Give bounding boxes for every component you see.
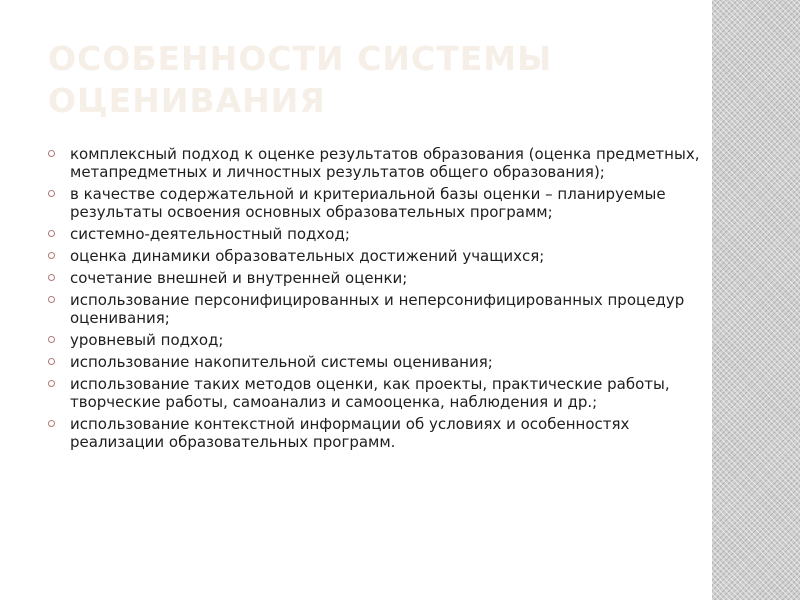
list-item-text: использование контекстной информации об условиях и особенностях реализации образовательных программ.: [70, 415, 630, 451]
list-item-text: использование накопительной системы оценивания;: [70, 353, 493, 371]
list-item-text: оценка динамики образовательных достижений учащихся;: [70, 247, 545, 265]
list-item-text: сочетание внешней и внутренней оценки;: [70, 269, 408, 287]
list-item: [46, 353, 706, 371]
slide-title: ОСОБЕННОСТИ СИСТЕМЫ ОЦЕНИВАНИЯ: [48, 39, 553, 120]
list-item: [46, 291, 706, 327]
list-item-text: системно-деятельностный подход;: [70, 225, 350, 243]
circle-bullet-icon: [48, 230, 55, 237]
circle-bullet-icon: [48, 252, 55, 259]
list-item: [46, 247, 706, 265]
circle-bullet-icon: [48, 274, 55, 281]
list-item-text: уровневый подход;: [70, 331, 224, 349]
list-item-text: комплексный подход к оценке результатов образования (оценка предметных, метапредметных и личностных результатов общего образования);: [70, 145, 700, 181]
list-item: [46, 185, 706, 221]
circle-bullet-icon: [48, 296, 55, 303]
circle-bullet-icon: [48, 190, 55, 197]
circle-bullet-icon: [48, 358, 55, 365]
decorative-side-stripe: [712, 0, 800, 600]
list-item: [46, 375, 706, 411]
bullet-list: [46, 145, 706, 455]
list-item-text: в качестве содержательной и критериальной базы оценки – планируемые результаты освоения основных образовательных программ;: [70, 185, 666, 221]
list-item-text: использование таких методов оценки, как проекты, практические работы, творческие работы, самоанализ и самооценка, наблюдения и др.;: [70, 375, 670, 411]
circle-bullet-icon: [48, 380, 55, 387]
circle-bullet-icon: [48, 336, 55, 343]
list-item: [46, 145, 706, 181]
circle-bullet-icon: [48, 150, 55, 157]
list-item: [46, 415, 706, 451]
circle-bullet-icon: [48, 420, 55, 427]
list-item: [46, 225, 706, 243]
list-item: [46, 331, 706, 349]
list-item-text: использование персонифицированных и неперсонифицированных процедур оценивания;: [70, 291, 685, 327]
list-item: [46, 269, 706, 287]
